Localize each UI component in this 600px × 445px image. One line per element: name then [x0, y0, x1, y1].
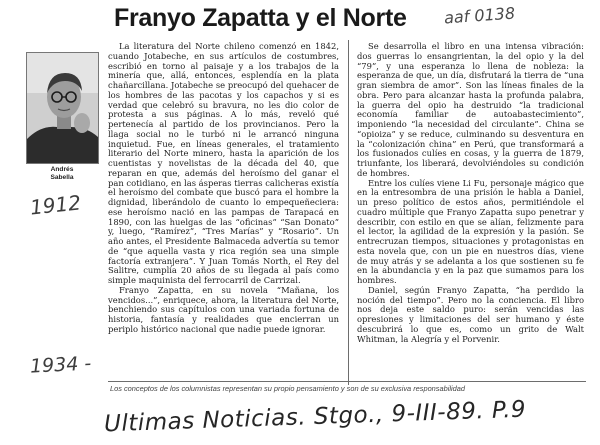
photo-caption: [26, 166, 98, 182]
article-title: Franyo Zapatta y el Norte: [114, 4, 407, 32]
column-2-paragraph: Daniel, según Franyo Zapatta, “ha perdido la noción del tiempo”. Pero no la conciencia. El libro nos deja este saldo puro: serán vencidas las opresiones y limitaciones del ser humano y éste descubrirá lo que es, como un grito de Walt Whitman, la Alegría y el Porvenir.: [357, 284, 584, 344]
handwritten-year-top: 1912: [28, 190, 83, 220]
column-2-paragraph: Entre los culíes viene Li Fu, personaje mágico que en la entresombra de una prisión le habla a Daniel, un preso político de estos años, permitiéndole el cuadro múltiple que Franyo Zapatta supo penetrar y describir, con estilo en que se alían, felizmente para el lector, la agilidad de la expresión y la pasión. Se entrecruzan tiempos, situaciones y protagonistas en esta novela que, con un pie en nuestros días, viene de muy atrás y se adelanta a los que sostienen su fe en la abundancia y en la paz que sumamos para los hombres.: [357, 177, 584, 285]
columnist-disclaimer: Los conceptos de los columnistas representan su propio pensamiento y son de su exclusiva responsabilidad: [110, 384, 465, 393]
author-photo: [26, 52, 99, 164]
photo-caption-last-name: Sabella: [50, 174, 74, 181]
author-portrait-image: [27, 53, 98, 163]
article-bottom-rule: [108, 381, 586, 382]
column-divider: [348, 40, 349, 385]
column-1-paragraph: Franyo Zapatta, en su novela “Mañana, los vencidos...”, enriquece, ahora, la literatura del Norte, benchiendo sus capítulos con una variada fortuna de historia, fantasía y realidades que encierran un periplo histórico nacional que nadie puede ignorar.: [108, 284, 339, 334]
handwritten-source-note: Ultimas Noticias. Stgo., 9-III-89. P.9: [103, 396, 527, 438]
column-1-paragraph: La literatura del Norte chileno comenzó en 1842, cuando Jotabeche, en sus artículos de costumbres, escribió en torno al paisaje y a los trabajos de la minería que, allá, entonces, esplendía en la plata chañarcillana. Jotabeche se preocupó del quehacer de los hombres de las pacotas y los capachos y si es verdad que celebró su bravura, no les dio color de protesta a sus páginas. A lo más, reveló qué pertenecía al partido de los provincianos. Pero la llaga social no le turbó ni le arrancó ninguna inquietud. Fue, en líneas generales, el tratamiento literario del Norte minero, hasta la aparición de los cuentistas y novelistas de la década del 40, que reparan en que, además del heroísmo del ganar el pan cotidiano, en las ásperas tierras calicheras existía el heroísmo del combate que buscó para el hombre la dignidad, liberándolo de cuanto lo empequeñeciera: ese heroísmo nació en las pampas de Tarapacá en 1890, con las huelgas de las “oficinas” “San Donato” y, luego, “Ramírez”, “Tres Marías” y “Rosario”. Un año antes, el Presidente Balmaceda advertía su temor de “que aquella vasta y rica región sea una simple factoría extranjera”. Y Juan Tomás North, el Rey del Salitre, cumplía 20 años de su llegada al país como simple maquinista del ferrocarril de Carrizal.: [108, 41, 339, 285]
article-column-1: [108, 42, 339, 335]
photo-caption-first-name: Andrés: [50, 166, 74, 173]
column-2-paragraph: Se desarrolla el libro en una intensa vibración: dos guerras lo ensangrientan, la del opio y la del “79”, y una esperanza lo llena de nobleza: la esperanza de que, un día, disfrutará la tierra de “una gran siembra de amor”. Son las líneas finales de la obra. Pero para alcanzar hasta la profunda palabra, la guerra del opio ha destruido “la tradicional economía familiar de autoabastecimiento”, imponiendo “la necesidad del circulante”. China se “opioiza” y se reduce, culminando su desventura en la “colonización china” en Perú, que transformará a los fusionados culíes en cosas, y la guerra de 1879, triunfante, los liberará, devolviéndoles su condición de hombres.: [357, 41, 584, 178]
handwritten-year-bottom: 1934 -: [29, 352, 92, 378]
archive-reference: aaf 0138: [443, 3, 516, 28]
article-column-2: [357, 42, 584, 344]
